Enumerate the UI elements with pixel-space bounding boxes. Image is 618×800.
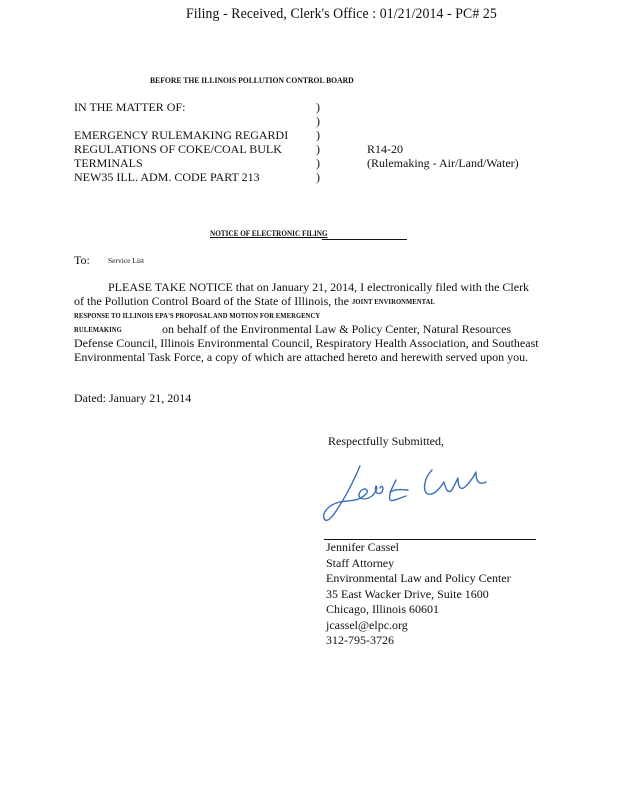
to-label: To:: [74, 253, 90, 267]
address-line-1: 35 East Wacker Drive, Suite 1600: [326, 586, 489, 601]
document-title-1: JOINT ENVIRONMENTAL: [352, 297, 436, 306]
caption-line-6: NEW35 ILL. ADM. CODE PART 213: [74, 170, 260, 184]
document-title-2: RESPONSE TO ILLINOIS EPA'S PROPOSAL AND MOTION FOR EMERGENCY: [74, 311, 321, 320]
closing: Respectfully Submitted,: [328, 434, 444, 448]
notice-line-5: Environmental Task Force, a copy of which are attached hereto and herewith served upon you.: [74, 350, 529, 364]
document-title-3: RULEMAKING: [74, 325, 122, 334]
dated-line: Dated: January 21, 2014: [74, 391, 192, 405]
signer-name: Jennifer Cassel: [326, 540, 399, 554]
signer-title: Staff Attorney: [326, 555, 395, 570]
caption-line-3: EMERGENCY RULEMAKING REGARDI: [74, 128, 289, 142]
docket-number: R14-20: [367, 142, 403, 156]
signature-block: [326, 540, 511, 649]
caption-paren: ): [316, 100, 320, 114]
filing-stamp: Filing - Received, Clerk's Office : 01/21/2014 - PC# 25: [186, 6, 497, 22]
caption-paren: ): [316, 128, 320, 142]
notice-line-1: PLEASE TAKE NOTICE that on January 21, 2014, I electronically filed with the Clerk: [108, 280, 530, 294]
caption-paren: ): [316, 170, 320, 184]
signer-email: jcassel@elpc.org: [326, 617, 408, 632]
caption-paren: ): [316, 114, 320, 128]
caption-paren: ): [316, 156, 320, 170]
notice-line-3: on behalf of the Environmental Law & Policy Center, Natural Resources: [162, 322, 512, 336]
notice-line-2: of the Pollution Control Board of the State of Illinois, the: [74, 294, 349, 308]
rulemaking-type: (Rulemaking - Air/Land/Water): [367, 156, 519, 170]
address-line-2: Chicago, Illinois 60601: [326, 602, 439, 616]
handwritten-signature-icon: [320, 462, 500, 528]
caption-line-1: IN THE MATTER OF:: [74, 100, 186, 114]
signature-stroke: [324, 466, 486, 520]
signer-phone: 312-795-3726: [326, 633, 394, 647]
caption-line-4: REGULATIONS OF COKE/COAL BULK: [74, 142, 282, 156]
notice-line-4: Defense Council, Illinois Environmental Council, Respiratory Health Association, and Southeast: [74, 336, 539, 350]
caption-paren: ): [316, 142, 320, 156]
signer-organization: Environmental Law and Policy Center: [326, 571, 511, 585]
board-title: BEFORE THE ILLINOIS POLLUTION CONTROL BOARD: [150, 75, 354, 85]
title-underline: [322, 239, 407, 240]
notice-title: NOTICE OF ELECTRONIC FILING: [210, 229, 328, 238]
service-list: Service List: [108, 256, 145, 265]
caption-line-5: TERMINALS: [74, 156, 143, 170]
